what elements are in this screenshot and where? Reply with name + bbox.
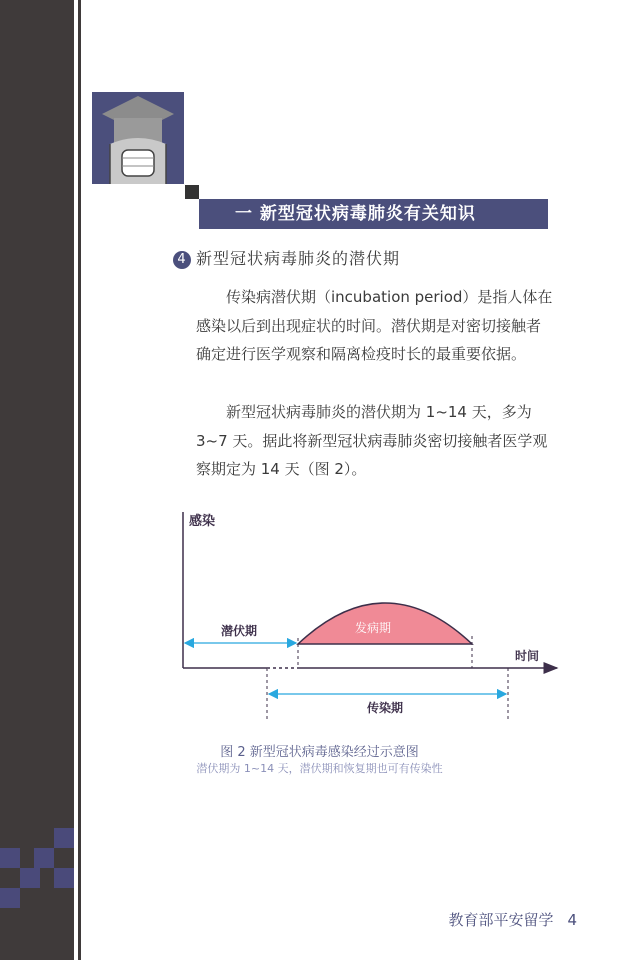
subheading-text: 新型冠状病毒肺炎的潜伏期 [196,249,401,268]
decorative-square [185,185,199,199]
masked-student-illustration [92,92,184,184]
paragraph-definition: 传染病潜伏期（incubation period）是指人体在感染以后到出现症状的时间。潜伏期是对密切接触者确定进行医学观察和隔离检疫时长的最重要依据。 [196,288,553,363]
footer-text: 教育部平安留学 [448,911,554,929]
contagious-label: 传染期 [366,701,404,715]
subheading [173,246,400,269]
incubation-label: 潜伏期 [220,624,258,638]
paragraph-incubation: 新型冠状病毒肺炎的潜伏期为 1~14 天，多为 3~7 天。据此将新型冠状病毒肺炎密切接触者医学观察期定为 14 天（图 2）。 [196,403,548,478]
x-axis-label: 时间 [515,649,540,663]
infection-course-diagram [175,508,565,732]
page-footer [448,909,577,930]
section-title: 一 新型冠状病毒肺炎有关知识 [199,199,548,229]
left-decorative-line [78,0,81,960]
figure-caption-title: 图 2 新型冠状病毒感染经过示意图 [220,745,419,760]
figure-caption-subtitle: 潜伏期为 1~14 天，潜伏期和恢复期也可有传染性 [196,762,443,775]
illness-period-label: 发病期 [354,621,392,635]
y-axis-label: 感染 [189,514,216,529]
page-number: 4 [567,911,577,929]
left-decorative-band [0,0,74,960]
number-badge: 4 [173,251,191,269]
